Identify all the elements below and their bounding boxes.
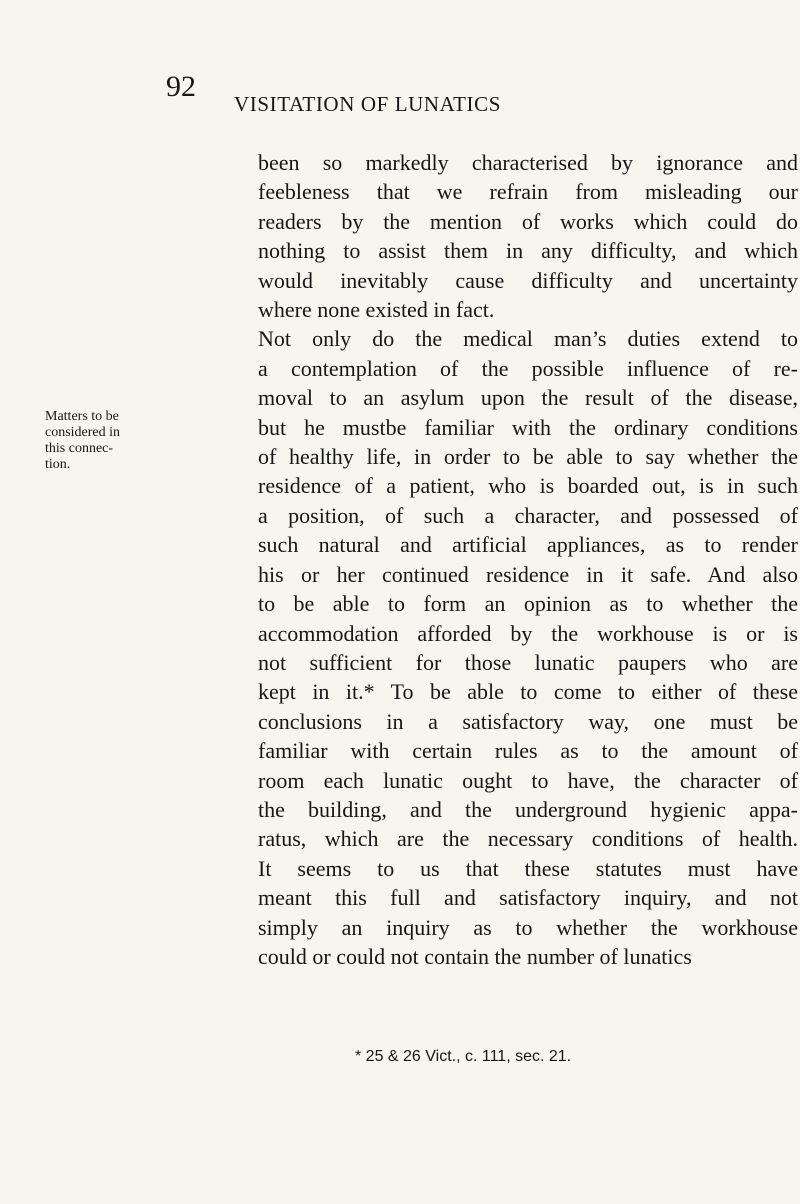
- text-line: room each lunatic ought to have, the character of: [258, 767, 798, 793]
- text-line: simply an inquiry as to whether the workhouse: [258, 914, 798, 940]
- page-number: 92: [166, 70, 196, 103]
- margin-note-line: considered in: [45, 425, 121, 440]
- text-line: his or her continued residence in it safe. And also: [258, 561, 798, 587]
- text-line: not sufficient for those lunatic paupers who are: [258, 649, 798, 675]
- text-line: kept in it.* To be able to come to either of these: [258, 679, 798, 705]
- body-text: [258, 148, 798, 971]
- text-line: nothing to assist them in any difficulty, and which: [258, 238, 798, 264]
- text-line: ratus, which are the necessary conditions of health.: [258, 826, 798, 852]
- running-title: VISITATION OF LUNATICS: [234, 92, 502, 116]
- text-line: familiar with certain rules as to the amount of: [258, 738, 798, 764]
- text-line: readers by the mention of works which could do: [258, 208, 798, 234]
- text-line: could or could not contain the number of lunatics: [258, 943, 692, 969]
- text-line: meant this full and satisfactory inquiry, and not: [258, 885, 798, 911]
- text-line: Not only do the medical man’s duties extend to: [258, 326, 798, 352]
- margin-note-line: tion.: [45, 457, 71, 472]
- text-line: accommodation afforded by the workhouse is or is: [258, 620, 798, 646]
- text-line: been so markedly characterised by ignorance and: [258, 150, 798, 175]
- text-line: to be able to form an opinion as to whether the: [258, 591, 798, 617]
- text-line: where none existed in fact.: [258, 297, 495, 323]
- margin-note-line: Matters to be: [45, 409, 119, 424]
- text-line: a position, of such a character, and possessed of: [258, 502, 798, 528]
- text-line: conclusions in a satisfactory way, one must be: [258, 708, 798, 734]
- text-line: would inevitably cause difficulty and uncertainty: [258, 267, 798, 293]
- text-line: the building, and the underground hygienic appa-: [258, 796, 798, 822]
- text-line: It seems to us that these statutes must have: [258, 855, 798, 881]
- footnote: * 25 & 26 Vict., c. 111, sec. 21.: [355, 1048, 572, 1065]
- text-line: feebleness that we refrain from misleading our: [258, 179, 798, 205]
- margin-note: [45, 409, 215, 473]
- margin-note-line: this connec-: [45, 441, 114, 456]
- text-line: such natural and artificial appliances, as to render: [258, 532, 798, 558]
- text-line: of healthy life, in order to be able to say whether the: [258, 444, 798, 470]
- text-line: residence of a patient, who is boarded out, is in such: [258, 473, 798, 499]
- text-line: moval to an asylum upon the result of the disease,: [258, 385, 798, 411]
- text-line: a contemplation of the possible influence of re-: [258, 355, 798, 381]
- text-line: but he mustbe familiar with the ordinary conditions: [258, 414, 798, 440]
